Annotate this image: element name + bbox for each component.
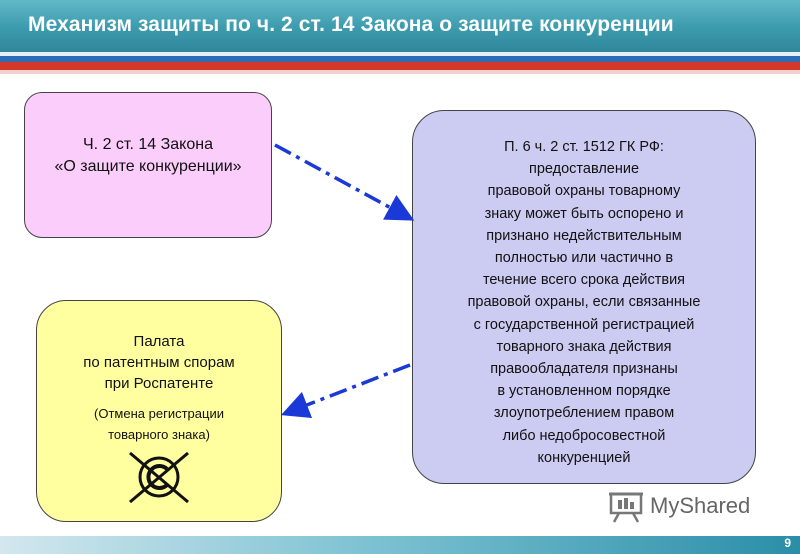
civil-code-line: полностью или частично в	[494, 250, 674, 267]
patent-chamber-line: Палата	[133, 333, 185, 350]
civil-code-line: правовой охраны товарному	[487, 183, 681, 200]
civil-code-line: товарного знака действия	[496, 338, 672, 355]
slide-title: Механизм защиты по ч. 2 ст. 14 Закона о защите конкуренции	[28, 13, 674, 36]
patent-chamber-line: при Роспатенте	[104, 375, 214, 392]
civil-code-line: признано недействительным	[486, 227, 682, 244]
civil-code-line: злоупотреблением правом	[493, 405, 675, 422]
arrow-law-to-civil-code	[275, 145, 402, 214]
watermark-text: MyShared	[650, 493, 751, 518]
page-number: 9	[784, 536, 791, 550]
civil-code-line: предоставление	[528, 161, 640, 178]
presentation-board-icon	[608, 489, 644, 525]
civil-code-line: течение всего срока действия	[482, 272, 686, 289]
cancellation-note-line: товарного знака)	[108, 427, 210, 442]
arrow-civil-code-to-chamber	[294, 365, 410, 410]
patent-chamber-line: по патентным спорам	[83, 354, 235, 371]
cancellation-note-line: (Отмена регистрации	[94, 406, 224, 421]
civil-code-line: правообладателя признаны	[490, 361, 678, 378]
civil-code-line: либо недобросовестной	[502, 427, 666, 444]
civil-code-line: П. 6 ч. 2 ст. 1512 ГК РФ:	[504, 139, 664, 155]
myshared-watermark	[608, 489, 768, 527]
law-article-line: «О защите конкуренции»	[54, 158, 242, 175]
civil-code-line: с государственной регистрацией	[473, 316, 695, 333]
civil-code-line: конкуренцией	[537, 449, 631, 466]
civil-code-line: знаку может быть оспорено и	[484, 205, 684, 222]
law-article-line: Ч. 2 ст. 14 Закона	[83, 136, 213, 153]
civil-code-line: в установленном порядке	[497, 383, 671, 400]
slide-footer	[0, 536, 800, 554]
civil-code-line: правовой охраны, если связанные	[467, 294, 701, 311]
